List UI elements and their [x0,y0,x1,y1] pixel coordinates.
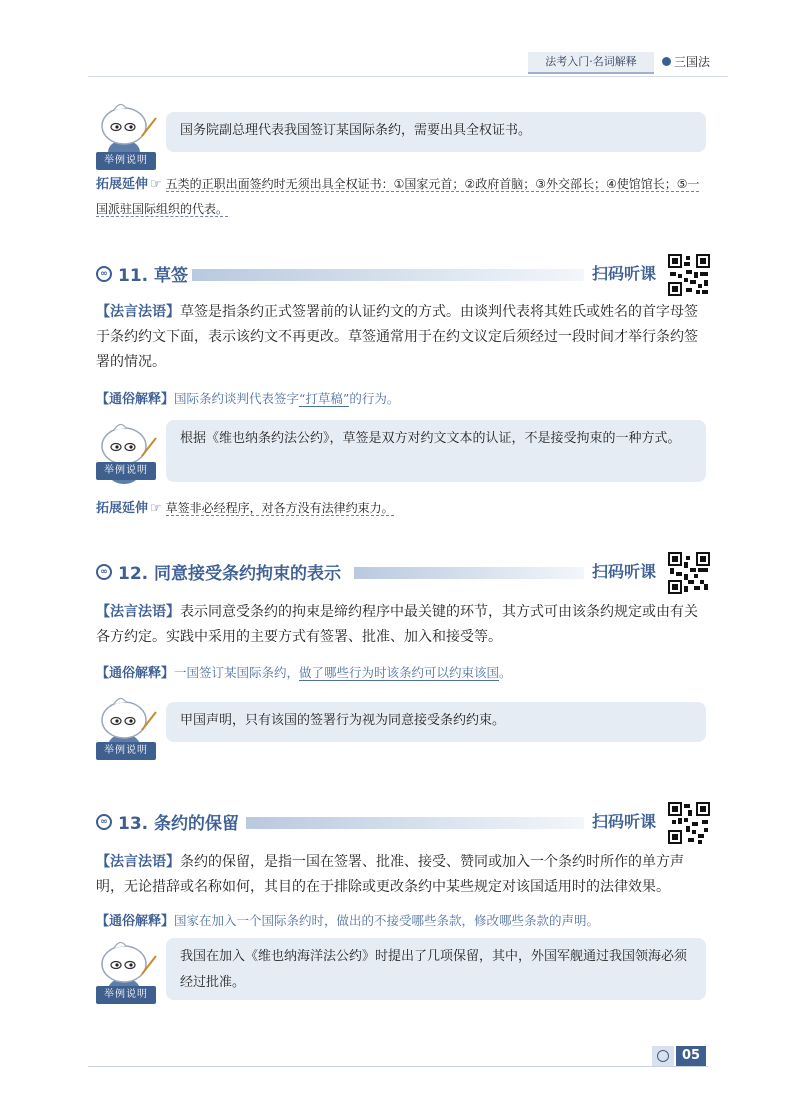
section-bar [354,567,584,579]
example-block-11 [96,416,706,488]
footer-divider [88,1066,708,1067]
example-label: 举例说明 [96,986,156,1004]
example-text: 甲国声明，只有该国的签署行为视为同意接受条约约束。 [166,702,706,742]
section-13-plain [96,908,708,934]
section-11-law [96,300,708,375]
section-12-number: 12. [118,564,149,584]
header-tab-right: 名词解释 [592,55,637,68]
pointing-hand-icon: ☞ [150,177,162,192]
section-13-title-text: 条约的保留 [154,814,240,834]
section-11-header [96,254,716,298]
qr-code-icon[interactable] [668,802,710,844]
section-12-title [118,559,341,584]
plain-text-post: 的行为。 [349,391,400,406]
header-divider [88,76,728,77]
page-number: 05 [676,1046,706,1066]
section-13-law-text: 条约的保留，是指一国在签署、批准、接受、赞同或加入一个条约时所作的单方声明，无论措辞或名称如何，其目的在于排除或更改条约中某些规定对该国适用时的法律效果。 [96,854,684,895]
section-11-title-text: 草签 [154,266,189,286]
law-tag: 【法言法语】 [96,304,180,320]
extension-block-11 [96,496,706,521]
example-block-13 [96,934,706,1008]
example-label: 举例说明 [96,742,156,760]
example-text: 根据《维也纳条约法公约》，草签是双方对约文文本的认证，不是接受拘束的一种方式。 [166,420,706,482]
section-12-title-text: 同意接受条约拘束的表示 [154,564,342,584]
header-tab-sep: · [589,55,593,68]
section-12-plain [96,660,708,686]
section-13-title [118,809,239,834]
example-block-1 [96,96,706,170]
section-12-header [96,552,716,596]
section-11-title [118,261,188,286]
section-bar [246,817,584,829]
example-block-12 [96,690,706,764]
header-dot-icon [662,57,671,66]
plain-tag: 【通俗解释】 [96,914,175,929]
plain-text: 国家在加入一个国际条约时，做出的不接受哪些条款，修改哪些条款的声明。 [174,913,600,928]
scan-label: 扫码听课 [592,264,657,283]
extension-label: 拓展延伸 [96,501,149,516]
extension-block-1 [96,172,706,222]
extension-label: 拓展延伸 [96,177,149,192]
extension-text: 五类的正职出面签约时无须出具全权证书：①国家元首；②政府首脑；③外交部长；④使馆馆长；⑤一国派驻国际组织的代表。 [96,177,700,216]
plain-text-pre: 一国签订某国际条约， [174,665,300,680]
example-text: 国务院副总理代表我国签订某国际条约，需要出具全权证书。 [166,112,706,152]
plain-tag: 【通俗解释】 [96,666,175,681]
section-11-plain [96,386,708,412]
section-icon: ∞ [96,564,112,580]
plain-tag: 【通俗解释】 [96,392,175,407]
example-label: 举例说明 [96,152,156,170]
section-11-number: 11. [118,266,149,286]
section-12-law [96,600,708,650]
header-tab-left: 法考入门 [545,55,590,68]
check-circle-icon [657,1050,669,1062]
extension-text: 草签非必经程序，对各方没有法律约束力。 [165,501,394,515]
plain-text-post: 。 [499,665,512,680]
example-text: 我国在加入《维也纳海洋法公约》时提出了几项保留，其中，外国军舰通过我国领海必须经过批准。 [166,938,706,1000]
scan-label: 扫码听课 [592,812,657,831]
section-11-law-text: 草签是指条约正式签署前的认证约文的方式。由谈判代表将其姓氏或姓名的首字母签于条约约文下面，表示该约文不再更改。草签通常用于在约文议定后须经过一段时间才举行条约签署的情况。 [96,304,698,370]
scan-label: 扫码听课 [592,562,657,581]
section-13-law [96,850,708,900]
qr-code-icon[interactable] [668,254,710,296]
section-icon: ∞ [96,266,112,282]
header-chapter: 三国法 [674,55,711,69]
footer-badge [652,1046,674,1066]
section-bar [192,269,584,281]
section-icon: ∞ [96,814,112,830]
running-header [528,52,728,74]
header-tab [528,52,654,74]
section-12-law-text: 表示同意受条约的拘束是缔约程序中最关键的环节，其方式可由该条约规定或由有关各方约定。实践中采用的主要方式有签署、批准、加入和接受等。 [96,604,698,645]
plain-text-underline: 做了哪些行为时该条约可以约束该国 [299,665,500,680]
section-13-number: 13. [118,814,149,834]
plain-text-pre: 国际条约谈判代表签字 [174,391,300,406]
example-label: 举例说明 [96,462,156,480]
qr-code-icon[interactable] [668,552,710,594]
plain-text-underline: “打草稿” [299,391,350,406]
law-tag: 【法言法语】 [96,854,180,870]
law-tag: 【法言法语】 [96,604,180,620]
pointing-hand-icon: ☞ [150,501,162,516]
section-13-header [96,802,716,846]
